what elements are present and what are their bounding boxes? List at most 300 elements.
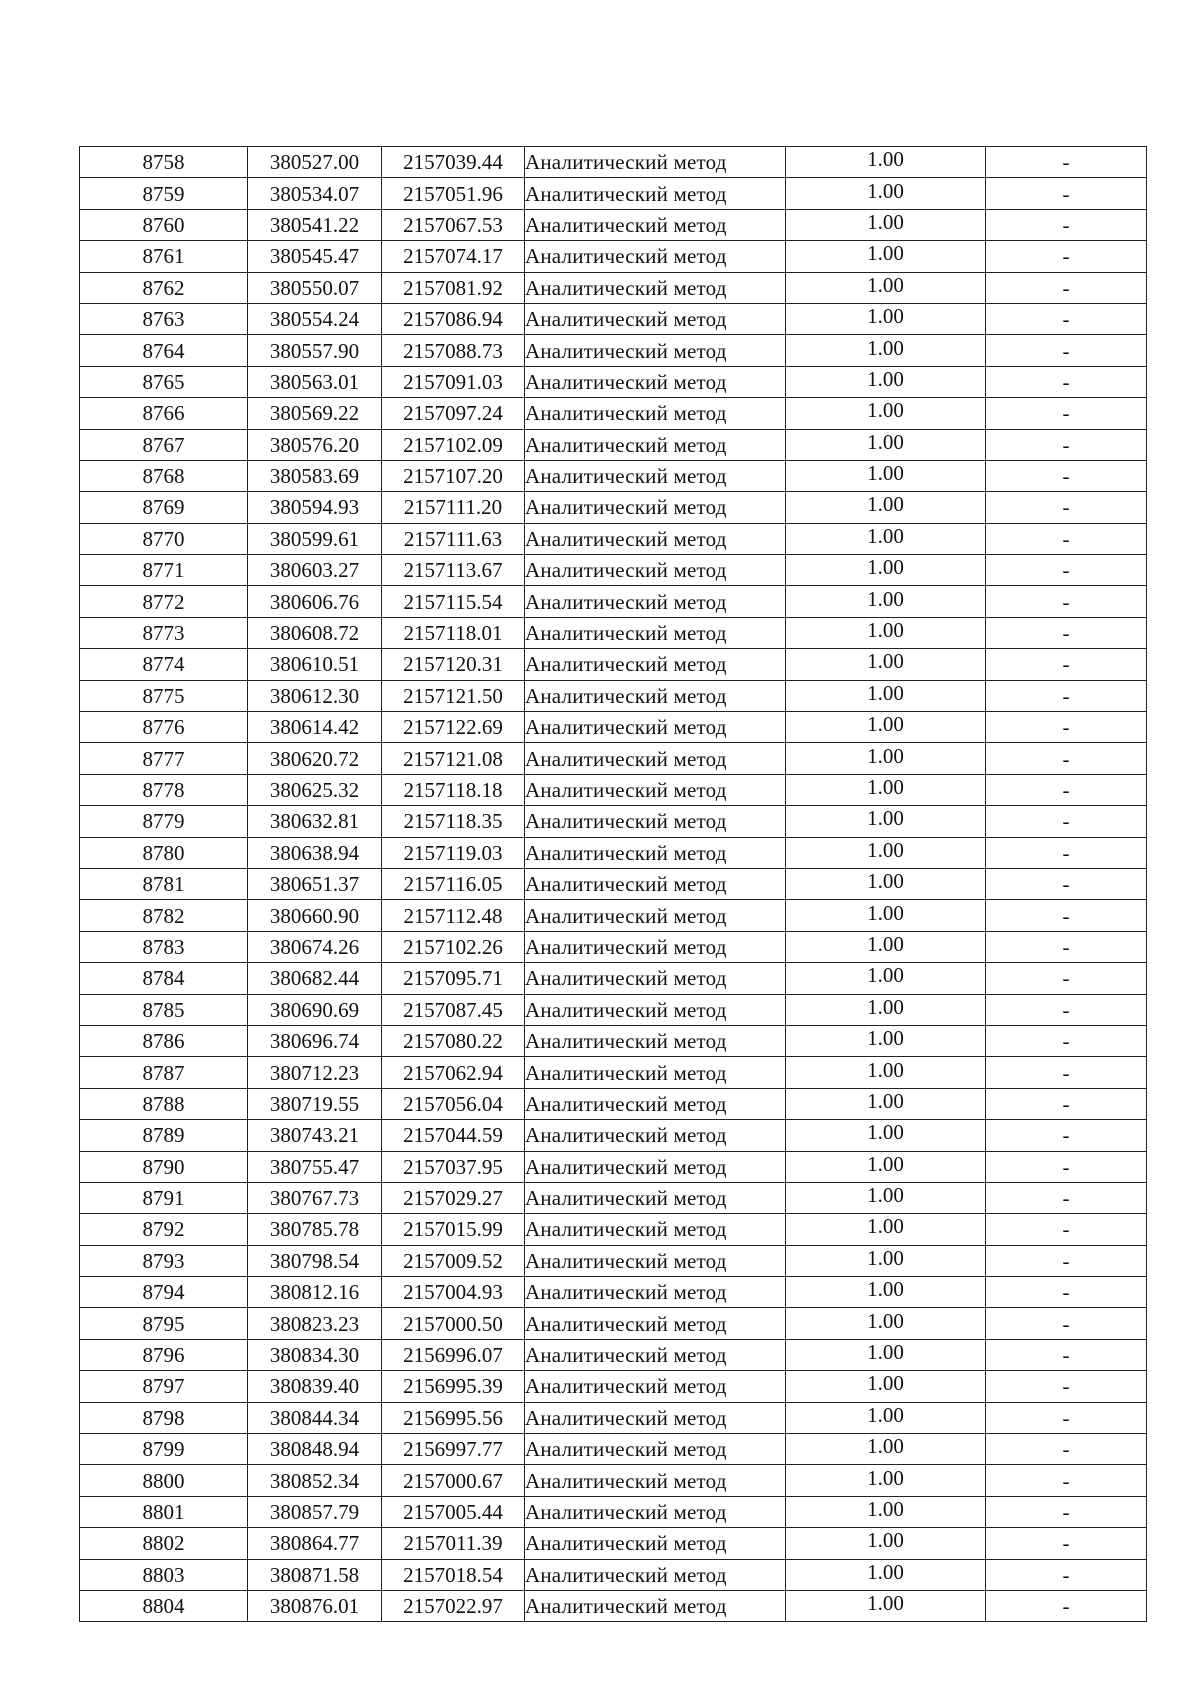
point-number-cell: 8779 — [80, 806, 248, 837]
description-cell: - — [986, 1465, 1147, 1496]
accuracy-cell: 1.00 — [786, 1462, 986, 1493]
x-coordinate-cell: 380541.22 — [248, 209, 382, 240]
method-cell: Аналитический метод — [525, 523, 786, 554]
description-cell: - — [986, 1245, 1147, 1276]
accuracy-cell: 1.00 — [786, 928, 986, 959]
x-coordinate-cell: 380550.07 — [248, 272, 382, 303]
accuracy-cell: 1.00 — [786, 520, 986, 551]
x-coordinate-cell: 380603.27 — [248, 555, 382, 586]
y-coordinate-cell: 2157044.59 — [382, 1120, 525, 1151]
y-coordinate-cell: 2157086.94 — [382, 303, 525, 334]
point-number-cell: 8765 — [80, 366, 248, 397]
y-coordinate-cell: 2157118.35 — [382, 806, 525, 837]
point-number-cell: 8780 — [80, 837, 248, 868]
y-coordinate-cell: 2157000.50 — [382, 1308, 525, 1339]
point-number-cell: 8790 — [80, 1151, 248, 1182]
description-cell: - — [986, 586, 1147, 617]
table-row — [80, 712, 1147, 743]
point-number-cell: 8781 — [80, 868, 248, 899]
point-number-cell: 8786 — [80, 1025, 248, 1056]
accuracy-cell: 1.00 — [786, 1305, 986, 1336]
y-coordinate-cell: 2157062.94 — [382, 1057, 525, 1088]
description-cell: - — [986, 1496, 1147, 1527]
table-row — [80, 1528, 1147, 1559]
y-coordinate-cell: 2157009.52 — [382, 1245, 525, 1276]
accuracy-cell: 1.00 — [786, 677, 986, 708]
accuracy-cell: 1.00 — [786, 1148, 986, 1179]
method-cell: Аналитический метод — [525, 1402, 786, 1433]
y-coordinate-cell: 2157115.54 — [382, 586, 525, 617]
point-number-cell: 8758 — [80, 147, 248, 178]
method-cell: Аналитический метод — [525, 1434, 786, 1465]
point-number-cell: 8795 — [80, 1308, 248, 1339]
method-cell: Аналитический метод — [525, 837, 786, 868]
table-row — [80, 1434, 1147, 1465]
accuracy-cell: 1.00 — [786, 991, 986, 1022]
description-cell: - — [986, 1182, 1147, 1213]
point-number-cell: 8796 — [80, 1339, 248, 1370]
table-row — [80, 1590, 1147, 1621]
accuracy-cell: 1.00 — [786, 1022, 986, 1053]
table-row — [80, 649, 1147, 680]
accuracy-cell: 1.00 — [786, 489, 986, 520]
method-cell: Аналитический метод — [525, 1528, 786, 1559]
method-cell: Аналитический метод — [525, 1559, 786, 1590]
y-coordinate-cell: 2157081.92 — [382, 272, 525, 303]
x-coordinate-cell: 380632.81 — [248, 806, 382, 837]
accuracy-cell: 1.00 — [786, 897, 986, 928]
x-coordinate-cell: 380755.47 — [248, 1151, 382, 1182]
x-coordinate-cell: 380848.94 — [248, 1434, 382, 1465]
x-coordinate-cell: 380660.90 — [248, 900, 382, 931]
accuracy-cell: 1.00 — [786, 457, 986, 488]
accuracy-cell: 1.00 — [786, 1556, 986, 1587]
accuracy-cell: 1.00 — [786, 1336, 986, 1367]
y-coordinate-cell: 2157037.95 — [382, 1151, 525, 1182]
method-cell: Аналитический метод — [525, 617, 786, 648]
description-cell: - — [986, 743, 1147, 774]
method-cell: Аналитический метод — [525, 649, 786, 680]
point-number-cell: 8762 — [80, 272, 248, 303]
coordinates-table-body — [80, 147, 1147, 1622]
description-cell: - — [986, 460, 1147, 491]
accuracy-cell: 1.00 — [786, 363, 986, 394]
x-coordinate-cell: 380839.40 — [248, 1371, 382, 1402]
y-coordinate-cell: 2157004.93 — [382, 1277, 525, 1308]
point-number-cell: 8784 — [80, 963, 248, 994]
y-coordinate-cell: 2156995.39 — [382, 1371, 525, 1402]
accuracy-cell: 1.00 — [786, 1054, 986, 1085]
table-row — [80, 1025, 1147, 1056]
y-coordinate-cell: 2157113.67 — [382, 555, 525, 586]
point-number-cell: 8789 — [80, 1120, 248, 1151]
accuracy-cell: 1.00 — [786, 1117, 986, 1148]
x-coordinate-cell: 380785.78 — [248, 1214, 382, 1245]
table-row — [80, 837, 1147, 868]
point-number-cell: 8793 — [80, 1245, 248, 1276]
table-row — [80, 366, 1147, 397]
y-coordinate-cell: 2157119.03 — [382, 837, 525, 868]
table-row — [80, 241, 1147, 272]
accuracy-cell: 1.00 — [786, 552, 986, 583]
description-cell: - — [986, 555, 1147, 586]
point-number-cell: 8768 — [80, 460, 248, 491]
method-cell: Аналитический метод — [525, 1088, 786, 1119]
point-number-cell: 8801 — [80, 1496, 248, 1527]
x-coordinate-cell: 380545.47 — [248, 241, 382, 272]
x-coordinate-cell: 380767.73 — [248, 1182, 382, 1213]
table-row — [80, 680, 1147, 711]
y-coordinate-cell: 2157121.50 — [382, 680, 525, 711]
table-row — [80, 1465, 1147, 1496]
point-number-cell: 8769 — [80, 492, 248, 523]
table-row — [80, 178, 1147, 209]
method-cell: Аналитический метод — [525, 1277, 786, 1308]
table-row — [80, 963, 1147, 994]
point-number-cell: 8804 — [80, 1590, 248, 1621]
accuracy-cell: 1.00 — [786, 395, 986, 426]
accuracy-cell: 1.00 — [786, 709, 986, 740]
point-number-cell: 8800 — [80, 1465, 248, 1496]
method-cell: Аналитический метод — [525, 429, 786, 460]
description-cell: - — [986, 1120, 1147, 1151]
point-number-cell: 8770 — [80, 523, 248, 554]
x-coordinate-cell: 380569.22 — [248, 398, 382, 429]
coordinates-table — [79, 146, 1147, 1622]
y-coordinate-cell: 2157051.96 — [382, 178, 525, 209]
x-coordinate-cell: 380620.72 — [248, 743, 382, 774]
table-row — [80, 1214, 1147, 1245]
description-cell: - — [986, 1434, 1147, 1465]
description-cell: - — [986, 209, 1147, 240]
x-coordinate-cell: 380864.77 — [248, 1528, 382, 1559]
description-cell: - — [986, 900, 1147, 931]
method-cell: Аналитический метод — [525, 963, 786, 994]
accuracy-cell: 1.00 — [786, 834, 986, 865]
table-row — [80, 147, 1147, 178]
point-number-cell: 8774 — [80, 649, 248, 680]
accuracy-cell: 1.00 — [786, 1242, 986, 1273]
description-cell: - — [986, 398, 1147, 429]
point-number-cell: 8773 — [80, 617, 248, 648]
description-cell: - — [986, 774, 1147, 805]
table-row — [80, 335, 1147, 366]
y-coordinate-cell: 2157011.39 — [382, 1528, 525, 1559]
method-cell: Аналитический метод — [525, 994, 786, 1025]
table-row — [80, 209, 1147, 240]
x-coordinate-cell: 380696.74 — [248, 1025, 382, 1056]
description-cell: - — [986, 931, 1147, 962]
method-cell: Аналитический метод — [525, 492, 786, 523]
accuracy-cell: 1.00 — [786, 583, 986, 614]
accuracy-cell: 1.00 — [786, 206, 986, 237]
x-coordinate-cell: 380857.79 — [248, 1496, 382, 1527]
y-coordinate-cell: 2157107.20 — [382, 460, 525, 491]
description-cell: - — [986, 147, 1147, 178]
method-cell: Аналитический метод — [525, 900, 786, 931]
y-coordinate-cell: 2157039.44 — [382, 147, 525, 178]
x-coordinate-cell: 380638.94 — [248, 837, 382, 868]
description-cell: - — [986, 1151, 1147, 1182]
description-cell: - — [986, 1559, 1147, 1590]
description-cell: - — [986, 963, 1147, 994]
description-cell: - — [986, 680, 1147, 711]
point-number-cell: 8771 — [80, 555, 248, 586]
description-cell: - — [986, 303, 1147, 334]
point-number-cell: 8759 — [80, 178, 248, 209]
accuracy-cell: 1.00 — [786, 144, 986, 175]
x-coordinate-cell: 380812.16 — [248, 1277, 382, 1308]
y-coordinate-cell: 2157116.05 — [382, 868, 525, 899]
accuracy-cell: 1.00 — [786, 1431, 986, 1462]
y-coordinate-cell: 2157088.73 — [382, 335, 525, 366]
method-cell: Аналитический метод — [525, 868, 786, 899]
method-cell: Аналитический метод — [525, 147, 786, 178]
method-cell: Аналитический метод — [525, 398, 786, 429]
table-row — [80, 931, 1147, 962]
method-cell: Аналитический метод — [525, 1025, 786, 1056]
accuracy-cell: 1.00 — [786, 1274, 986, 1305]
table-row — [80, 1120, 1147, 1151]
x-coordinate-cell: 380576.20 — [248, 429, 382, 460]
y-coordinate-cell: 2157029.27 — [382, 1182, 525, 1213]
x-coordinate-cell: 380610.51 — [248, 649, 382, 680]
description-cell: - — [986, 1214, 1147, 1245]
table-row — [80, 523, 1147, 554]
x-coordinate-cell: 380557.90 — [248, 335, 382, 366]
point-number-cell: 8775 — [80, 680, 248, 711]
description-cell: - — [986, 1025, 1147, 1056]
y-coordinate-cell: 2157067.53 — [382, 209, 525, 240]
x-coordinate-cell: 380563.01 — [248, 366, 382, 397]
table-row — [80, 774, 1147, 805]
method-cell: Аналитический метод — [525, 1057, 786, 1088]
x-coordinate-cell: 380844.34 — [248, 1402, 382, 1433]
description-cell: - — [986, 1402, 1147, 1433]
x-coordinate-cell: 380682.44 — [248, 963, 382, 994]
y-coordinate-cell: 2157074.17 — [382, 241, 525, 272]
point-number-cell: 8763 — [80, 303, 248, 334]
point-number-cell: 8802 — [80, 1528, 248, 1559]
y-coordinate-cell: 2157018.54 — [382, 1559, 525, 1590]
method-cell: Аналитический метод — [525, 1151, 786, 1182]
accuracy-cell: 1.00 — [786, 771, 986, 802]
point-number-cell: 8782 — [80, 900, 248, 931]
description-cell: - — [986, 994, 1147, 1025]
table-row — [80, 1277, 1147, 1308]
y-coordinate-cell: 2156997.77 — [382, 1434, 525, 1465]
point-number-cell: 8794 — [80, 1277, 248, 1308]
accuracy-cell: 1.00 — [786, 614, 986, 645]
method-cell: Аналитический метод — [525, 460, 786, 491]
table-row — [80, 492, 1147, 523]
description-cell: - — [986, 241, 1147, 272]
y-coordinate-cell: 2157121.08 — [382, 743, 525, 774]
method-cell: Аналитический метод — [525, 335, 786, 366]
accuracy-cell: 1.00 — [786, 1368, 986, 1399]
x-coordinate-cell: 380674.26 — [248, 931, 382, 962]
x-coordinate-cell: 380583.69 — [248, 460, 382, 491]
accuracy-cell: 1.00 — [786, 175, 986, 206]
x-coordinate-cell: 380554.24 — [248, 303, 382, 334]
accuracy-cell: 1.00 — [786, 1525, 986, 1556]
method-cell: Аналитический метод — [525, 1496, 786, 1527]
table-row — [80, 900, 1147, 931]
method-cell: Аналитический метод — [525, 303, 786, 334]
table-row — [80, 429, 1147, 460]
point-number-cell: 8767 — [80, 429, 248, 460]
accuracy-cell: 1.00 — [786, 269, 986, 300]
y-coordinate-cell: 2157015.99 — [382, 1214, 525, 1245]
y-coordinate-cell: 2157111.20 — [382, 492, 525, 523]
table-row — [80, 1496, 1147, 1527]
y-coordinate-cell: 2157112.48 — [382, 900, 525, 931]
table-row — [80, 1308, 1147, 1339]
table-row — [80, 1559, 1147, 1590]
description-cell: - — [986, 178, 1147, 209]
accuracy-cell: 1.00 — [786, 1085, 986, 1116]
point-number-cell: 8772 — [80, 586, 248, 617]
description-cell: - — [986, 1371, 1147, 1402]
method-cell: Аналитический метод — [525, 712, 786, 743]
method-cell: Аналитический метод — [525, 272, 786, 303]
description-cell: - — [986, 1308, 1147, 1339]
point-number-cell: 8803 — [80, 1559, 248, 1590]
method-cell: Аналитический метод — [525, 806, 786, 837]
method-cell: Аналитический метод — [525, 178, 786, 209]
table-row — [80, 555, 1147, 586]
table-row — [80, 1339, 1147, 1370]
method-cell: Аналитический метод — [525, 743, 786, 774]
point-number-cell: 8766 — [80, 398, 248, 429]
y-coordinate-cell: 2157091.03 — [382, 366, 525, 397]
accuracy-cell: 1.00 — [786, 740, 986, 771]
method-cell: Аналитический метод — [525, 1182, 786, 1213]
description-cell: - — [986, 649, 1147, 680]
x-coordinate-cell: 380606.76 — [248, 586, 382, 617]
point-number-cell: 8764 — [80, 335, 248, 366]
point-number-cell: 8761 — [80, 241, 248, 272]
accuracy-cell: 1.00 — [786, 1179, 986, 1210]
x-coordinate-cell: 380625.32 — [248, 774, 382, 805]
table-row — [80, 617, 1147, 648]
table-row — [80, 1245, 1147, 1276]
x-coordinate-cell: 380719.55 — [248, 1088, 382, 1119]
x-coordinate-cell: 380823.23 — [248, 1308, 382, 1339]
accuracy-cell: 1.00 — [786, 1493, 986, 1524]
accuracy-cell: 1.00 — [786, 865, 986, 896]
accuracy-cell: 1.00 — [786, 1587, 986, 1618]
y-coordinate-cell: 2157087.45 — [382, 994, 525, 1025]
table-row — [80, 1402, 1147, 1433]
table-row — [80, 586, 1147, 617]
description-cell: - — [986, 868, 1147, 899]
table-row — [80, 460, 1147, 491]
description-cell: - — [986, 1590, 1147, 1621]
point-number-cell: 8799 — [80, 1434, 248, 1465]
y-coordinate-cell: 2157080.22 — [382, 1025, 525, 1056]
method-cell: Аналитический метод — [525, 680, 786, 711]
y-coordinate-cell: 2157118.18 — [382, 774, 525, 805]
table-row — [80, 1371, 1147, 1402]
y-coordinate-cell: 2157097.24 — [382, 398, 525, 429]
y-coordinate-cell: 2157095.71 — [382, 963, 525, 994]
y-coordinate-cell: 2157102.26 — [382, 931, 525, 962]
table-row — [80, 1057, 1147, 1088]
point-number-cell: 8785 — [80, 994, 248, 1025]
description-cell: - — [986, 272, 1147, 303]
point-number-cell: 8776 — [80, 712, 248, 743]
accuracy-cell: 1.00 — [786, 1211, 986, 1242]
point-number-cell: 8792 — [80, 1214, 248, 1245]
point-number-cell: 8788 — [80, 1088, 248, 1119]
method-cell: Аналитический метод — [525, 931, 786, 962]
point-number-cell: 8791 — [80, 1182, 248, 1213]
description-cell: - — [986, 1339, 1147, 1370]
y-coordinate-cell: 2157122.69 — [382, 712, 525, 743]
method-cell: Аналитический метод — [525, 209, 786, 240]
table-row — [80, 868, 1147, 899]
description-cell: - — [986, 1528, 1147, 1559]
method-cell: Аналитический метод — [525, 774, 786, 805]
x-coordinate-cell: 380608.72 — [248, 617, 382, 648]
x-coordinate-cell: 380852.34 — [248, 1465, 382, 1496]
table-row — [80, 994, 1147, 1025]
x-coordinate-cell: 380712.23 — [248, 1057, 382, 1088]
description-cell: - — [986, 335, 1147, 366]
description-cell: - — [986, 523, 1147, 554]
method-cell: Аналитический метод — [525, 1339, 786, 1370]
point-number-cell: 8783 — [80, 931, 248, 962]
y-coordinate-cell: 2157111.63 — [382, 523, 525, 554]
x-coordinate-cell: 380743.21 — [248, 1120, 382, 1151]
point-number-cell: 8778 — [80, 774, 248, 805]
table-row — [80, 398, 1147, 429]
method-cell: Аналитический метод — [525, 241, 786, 272]
method-cell: Аналитический метод — [525, 366, 786, 397]
accuracy-cell: 1.00 — [786, 960, 986, 991]
table-row — [80, 1151, 1147, 1182]
description-cell: - — [986, 429, 1147, 460]
description-cell: - — [986, 492, 1147, 523]
point-number-cell: 8798 — [80, 1402, 248, 1433]
method-cell: Аналитический метод — [525, 1214, 786, 1245]
y-coordinate-cell: 2157005.44 — [382, 1496, 525, 1527]
accuracy-cell: 1.00 — [786, 1399, 986, 1430]
y-coordinate-cell: 2157000.67 — [382, 1465, 525, 1496]
y-coordinate-cell: 2157120.31 — [382, 649, 525, 680]
x-coordinate-cell: 380690.69 — [248, 994, 382, 1025]
accuracy-cell: 1.00 — [786, 426, 986, 457]
accuracy-cell: 1.00 — [786, 332, 986, 363]
accuracy-cell: 1.00 — [786, 300, 986, 331]
y-coordinate-cell: 2156996.07 — [382, 1339, 525, 1370]
table-row — [80, 806, 1147, 837]
table-row — [80, 272, 1147, 303]
method-cell: Аналитический метод — [525, 1308, 786, 1339]
method-cell: Аналитический метод — [525, 1120, 786, 1151]
description-cell: - — [986, 617, 1147, 648]
accuracy-cell: 1.00 — [786, 238, 986, 269]
method-cell: Аналитический метод — [525, 555, 786, 586]
table-row — [80, 303, 1147, 334]
table-row — [80, 743, 1147, 774]
y-coordinate-cell: 2157118.01 — [382, 617, 525, 648]
y-coordinate-cell: 2157102.09 — [382, 429, 525, 460]
accuracy-cell: 1.00 — [786, 803, 986, 834]
method-cell: Аналитический метод — [525, 1245, 786, 1276]
x-coordinate-cell: 380651.37 — [248, 868, 382, 899]
